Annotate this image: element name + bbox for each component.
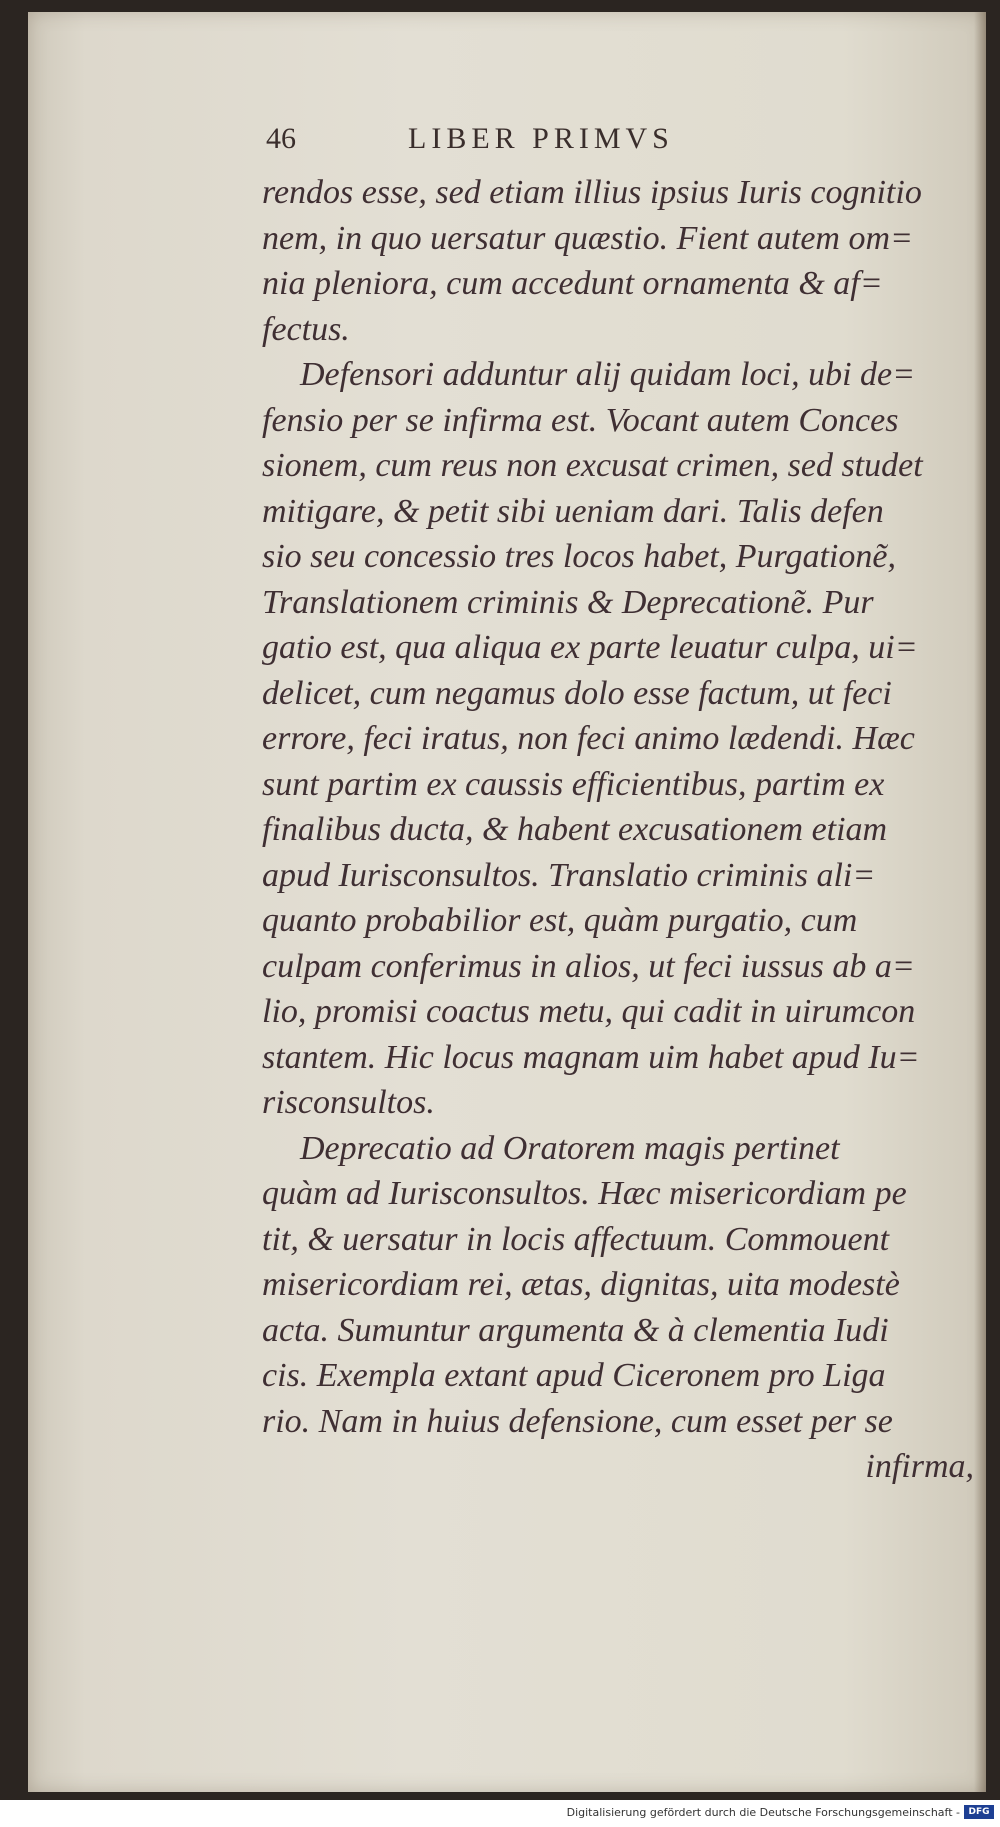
paragraph-start-line: Deprecatio ad Oratorem magis pertinet	[300, 1129, 840, 1167]
paragraph-start-line: Defensori adduntur alij quidam loci, ubi de=	[300, 356, 916, 393]
text-line: nem, in quo uersatur quæstio. Fient autem om=	[262, 219, 913, 257]
digitization-footer	[0, 1800, 1000, 1827]
page-number: 46	[266, 122, 296, 155]
dfg-logo: DFG	[964, 1805, 994, 1819]
catchword: infirma,	[865, 1448, 974, 1485]
funding-credit: Digitalisierung gefördert durch die Deutsche Forschungsgemeinschaft -	[566, 1806, 960, 1819]
text-line: nia pleniora, cum accedunt ornamenta & af=	[262, 265, 883, 302]
text-line: sunt partim ex caussis efficientibus, partim ex	[262, 765, 885, 803]
text-line: misericordiam rei, ætas, dignitas, uita modestè	[262, 1266, 900, 1303]
text-line: quanto probabilior est, quàm purgatio, cum	[262, 902, 858, 939]
text-line: fensio per se infirma est. Vocant autem Conces	[262, 401, 899, 439]
text-line: errore, feci iratus, non feci animo lædendi. Hæc	[262, 720, 915, 757]
text-line: delicet, cum negamus dolo esse factum, ut feci	[262, 674, 892, 712]
text-line: finalibus ducta, & habent excusationem etiam	[262, 811, 888, 848]
text-line: lio, promisi coactus metu, qui cadit in uirumcon	[262, 993, 916, 1030]
body-text	[262, 170, 982, 1490]
text-line: acta. Sumuntur argumenta & à clementia Iudi	[262, 1311, 889, 1349]
text-line: culpam conferimus in alios, ut feci iussus ab a=	[262, 947, 915, 985]
text-line: sionem, cum reus non excusat crimen, sed studet	[262, 447, 923, 484]
running-title: LIBER PRIMVS	[408, 122, 674, 155]
text-line: quàm ad Iurisconsultos. Hæc misericordiam pe	[262, 1175, 907, 1212]
text-line: mitigare, & petit sibi ueniam dari. Talis defen	[262, 492, 884, 530]
text-line: sio seu concessio tres locos habet, Purgationẽ,	[262, 538, 896, 575]
text-line: rendos esse, sed etiam illius ipsius Iuris cognitio	[262, 174, 922, 211]
text-line: apud Iurisconsultos. Translatio criminis ali=	[262, 856, 876, 894]
text-line: cis. Exempla extant apud Ciceronem pro Liga	[262, 1357, 886, 1394]
running-head	[238, 122, 798, 162]
text-line: gatio est, qua aliqua ex parte leuatur culpa, ui=	[262, 629, 918, 666]
text-line: stantem. Hic locus magnam uim habet apud Iu=	[262, 1038, 920, 1076]
text-line: tit, & uersatur in locis affectuum. Commouent	[262, 1220, 890, 1258]
text-line: fectus.	[262, 310, 350, 348]
text-line: rio. Nam in huius defensione, cum esset per se	[262, 1402, 893, 1440]
text-line: Translationem criminis & Deprecationẽ. Pur	[262, 583, 874, 621]
text-line: risconsultos.	[262, 1084, 435, 1121]
